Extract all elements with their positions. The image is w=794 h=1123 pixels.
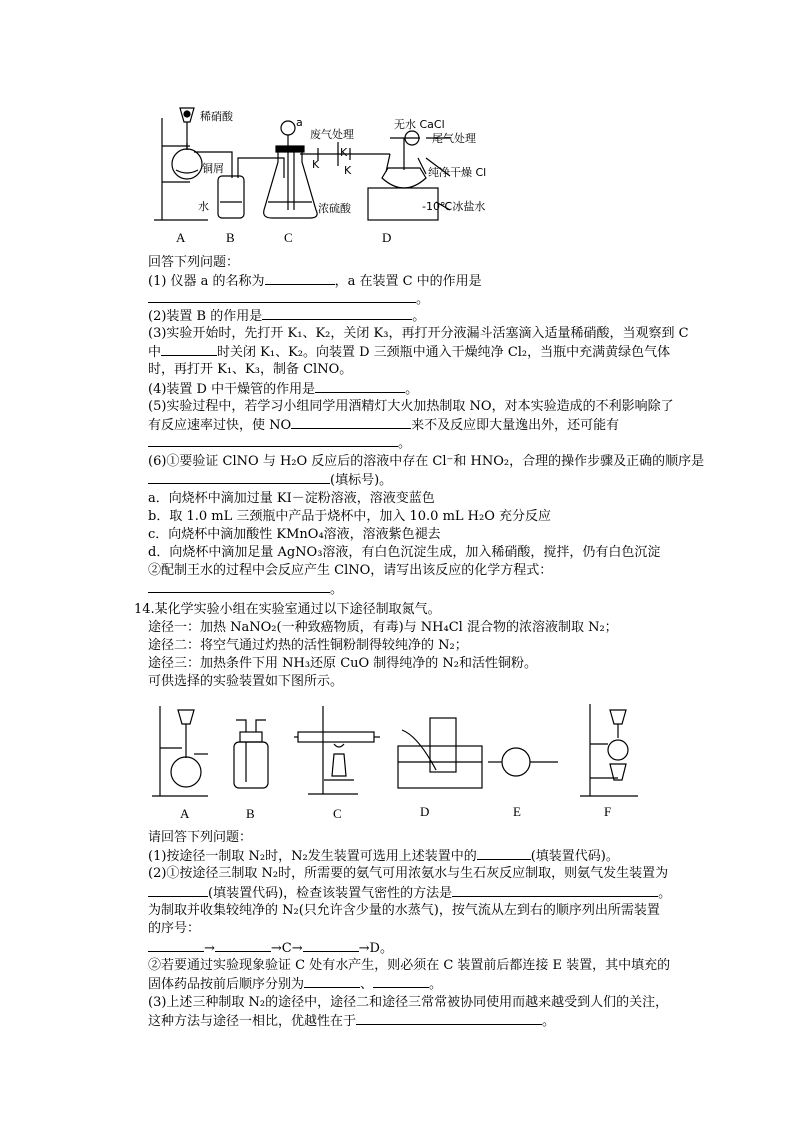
answer-blank[interactable]: [148, 434, 398, 447]
q14-s1-text-b: (填装置代码)。: [530, 849, 619, 864]
label-pure-cl2: 纯净干燥 Cl: [428, 166, 487, 179]
q13-p6-text-b: (填标号)。: [330, 473, 393, 488]
fig2-caption-E: E: [513, 804, 521, 819]
answer-blank[interactable]: [148, 580, 330, 593]
q14-figure-intro: 可供选择的实验装置如下图所示。: [148, 674, 344, 689]
q14-part3-line2: [148, 1012, 555, 1031]
label-k1: K: [312, 158, 320, 171]
option-c: c．向烧杯中滴加酸性 KMnO₄溶液，溶液紫色褪去: [148, 527, 441, 542]
c-arrow: →C→: [270, 941, 303, 956]
q14-s2-text-c: 为制取并收集较纯净的 N₂(只允许含少量的水蒸气)，按气流从左到右的顺序列出所需装置: [148, 903, 660, 918]
period: 。: [398, 436, 412, 451]
q13-p5-text-c: 来不及反应即大量逸出外，还可能有: [411, 418, 620, 433]
q13-p5-text-a: (5)实验过程中，若学习小组同学用酒精灯大火加热制取 NO，对本实验造成的不利影响除了: [148, 399, 674, 414]
d-end: →D。: [358, 941, 393, 956]
q14-part2-line2: [148, 884, 671, 903]
answer-blank[interactable]: [452, 884, 658, 897]
q14-route-2: 途径二：将空气通过灼热的活性铜粉制得较纯净的 N₂；: [148, 638, 468, 653]
q14-part2-line6: [148, 975, 442, 994]
label-cacl2: 无水 CaCl: [394, 118, 445, 131]
q13-p3-text-b: 中: [148, 345, 162, 360]
period: 。: [429, 977, 443, 992]
label-tail-gas: 尾气处理: [432, 132, 476, 145]
answer-blank[interactable]: [265, 272, 335, 285]
q13-p3-text-a: (3)实验开始时，先打开 K₁、K₂，关闭 K₃，再打开分液漏斗活塞滴入适量稀硝酸，当观察到 C: [148, 326, 689, 341]
answer-blank[interactable]: [315, 380, 405, 393]
period: 。: [658, 886, 672, 901]
label-a: a: [296, 116, 303, 129]
q13-p3-text-c: 时关闭 K₁、K₂。向装置 D 三颈瓶中通入干燥纯净 Cl₂，当瓶中充满黄绿色气体: [217, 345, 671, 360]
answer-blank[interactable]: [148, 471, 330, 484]
answer-blank[interactable]: [262, 307, 412, 320]
label-waste-gas: 废气处理: [310, 128, 354, 141]
fig2-caption-D: D: [420, 804, 430, 819]
q14-s2-text-a: (2)①按途径三制取 N₂时，所需要的氨气可用浓氨水与生石灰反应制取，则氨气发生装置为: [148, 866, 669, 881]
label-water: 水: [198, 200, 209, 213]
answer-blank[interactable]: [215, 939, 271, 952]
answer-blank[interactable]: [148, 290, 416, 303]
q14-s2-text-e: ②若要通过实验现象验证 C 处有水产生，则必须在 C 装置前后都连接 E 装置，其中填充的: [148, 958, 671, 973]
label-conc-sulfuric: 浓硫酸: [318, 202, 351, 215]
period: 。: [416, 292, 430, 307]
q13-p3-text-d: 时，再打开 K₁、K₃，制备 ClNO。: [148, 362, 353, 377]
answer-blank[interactable]: [356, 1012, 542, 1025]
fig2-caption-A: A: [180, 806, 190, 821]
answer-blank[interactable]: [373, 975, 429, 988]
q13-part1: [148, 272, 482, 291]
q13-p6-text-c: ②配制王水的过程中会反应产生 ClNO，请写出该反应的化学方程式：: [148, 563, 553, 578]
q13-part5-line3: [148, 434, 411, 453]
fig2-caption-C: C: [333, 806, 342, 821]
q14-s3-text-a: (3)上述三种制取 N₂的途径中，途径二和途径三常常被协同使用而越来越受到人们的关注，: [148, 995, 669, 1010]
q13-part4: [148, 380, 418, 399]
q13-part6-line2: [148, 471, 392, 490]
q13-p1-text-b: ，a 在装置 C 中的作用是: [334, 274, 482, 289]
answer-blank[interactable]: [161, 343, 217, 356]
caption-D: D: [382, 230, 392, 245]
q14-route-1: 途径一：加热 NaNO₂(一种致癌物质，有毒)与 NH₄Cl 混合物的浓溶液制取 N₂；: [148, 620, 618, 635]
period: 。: [405, 382, 419, 397]
answer-blank[interactable]: [303, 939, 359, 952]
q13-p4-text: (4)装置 D 中干燥管的作用是: [148, 382, 316, 397]
label-ice-brine: -10℃冰盐水: [422, 200, 486, 213]
q14-s2-text-d: 的序号：: [148, 921, 201, 936]
period: 。: [542, 1014, 556, 1029]
answer-blank[interactable]: [291, 416, 411, 429]
q13-part6-line3: [148, 580, 343, 599]
caption-B: B: [226, 230, 235, 245]
apparatus-figure-2: [148, 696, 648, 824]
label-k3: K: [344, 164, 352, 177]
period: 。: [412, 309, 426, 324]
fig2-caption-F: F: [604, 804, 612, 819]
q13-part3-line2: [148, 343, 670, 362]
q14-sequence: [148, 939, 393, 958]
label-copper-chips: 铜屑: [202, 162, 224, 175]
q13-part2: [148, 307, 425, 326]
q14-route-3: 途径三：加热条件下用 NH₃还原 CuO 制得纯净的 N₂和活性铜粉。: [148, 656, 538, 671]
q13-p6-text-a: (6)①要验证 ClNO 与 H₂O 反应后的溶液中存在 Cl⁻和 HNO₂，合理的操作步骤及正确的顺序是: [148, 454, 705, 469]
q14-part1: [148, 847, 619, 866]
option-a: a．向烧杯中滴加过量 KI－淀粉溶液，溶液变蓝色: [148, 491, 435, 506]
option-d: d．向烧杯中滴加足量 AgNO₃溶液，有白色沉淀生成，加入稀硝酸，搅拌，仍有白色沉淀: [148, 545, 661, 560]
q14-s2-text-b: (填装置代码)，检查该装置气密性的方法是: [208, 886, 453, 901]
caption-A: A: [176, 230, 186, 245]
arrow: →: [204, 941, 215, 956]
comma: 、: [360, 977, 374, 992]
fig2-caption-B: B: [246, 806, 255, 821]
label-dilute-nitric-acid: 稀硝酸: [200, 110, 233, 123]
answer-blank[interactable]: [304, 975, 360, 988]
q14-s2-text-f: 固体药品按前后顺序分别为: [148, 977, 305, 992]
q14-s1-text-a: (1)按途径一制取 N₂时，N₂发生装置可选用上述装置中的: [148, 849, 477, 864]
label-k2: K: [340, 146, 348, 159]
option-b: b．取 1.0 mL 三颈瓶中产品于烧杯中，加入 10.0 mL H₂O 充分反应: [148, 509, 551, 524]
q14-title: 14.某化学实验小组在实验室通过以下途径制取氮气。: [134, 602, 441, 617]
answer-blank[interactable]: [148, 884, 208, 897]
caption-C: C: [284, 230, 293, 245]
q13-p5-text-b: 有反应速率过快，使 NO: [148, 418, 292, 433]
q13-part5-line2: [148, 416, 619, 435]
answer-blank[interactable]: [477, 847, 531, 860]
q13-p1-text-a: (1) 仪器 a 的名称为: [148, 274, 265, 289]
q14-s3-text-b: 这种方法与途径一相比，优越性在于: [148, 1014, 357, 1029]
period: 。: [330, 582, 344, 597]
q13-p2-text: (2)装置 B 的作用是: [148, 309, 263, 324]
q14-intro: 请回答下列问题：: [148, 830, 253, 845]
apparatus-figure-1: [150, 98, 530, 248]
q13-intro: 回答下列问题：: [148, 255, 240, 270]
answer-blank[interactable]: [148, 939, 204, 952]
